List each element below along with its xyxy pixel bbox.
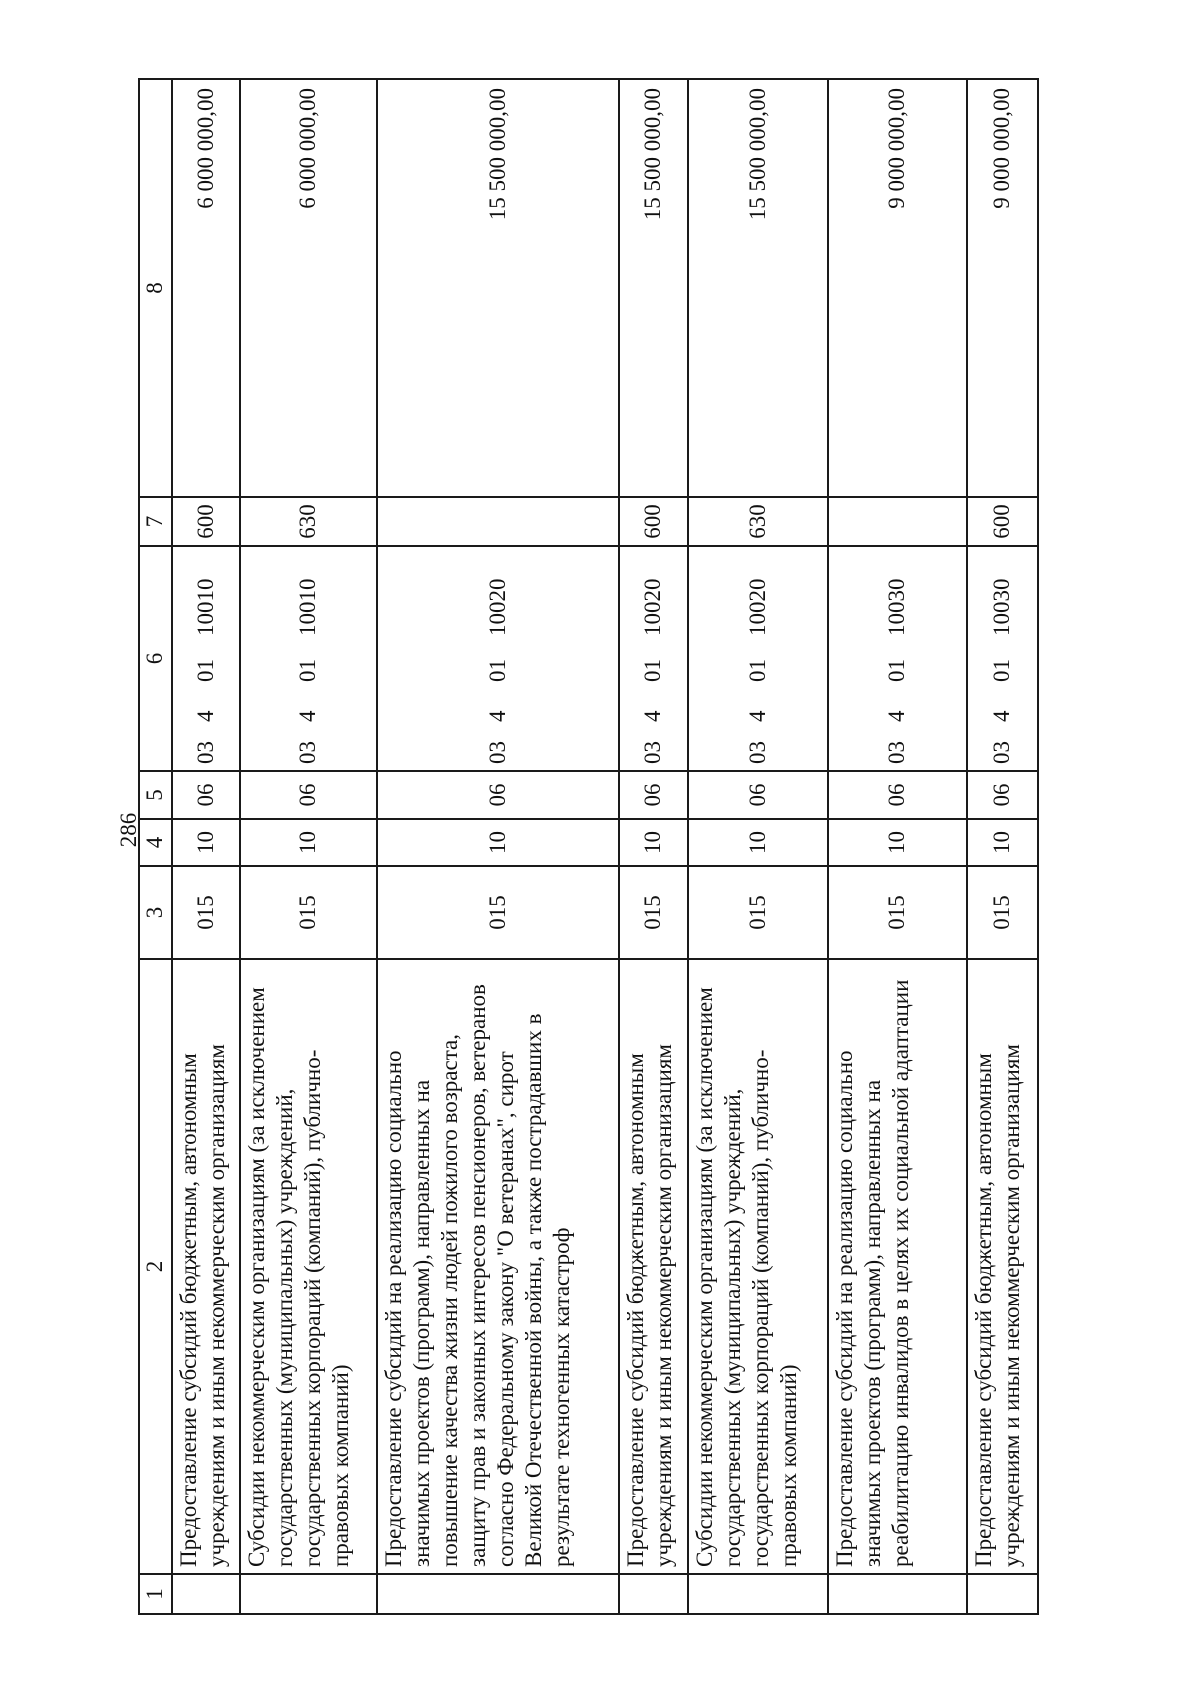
row-c5: 06 xyxy=(967,771,1038,819)
row-c5: 06 xyxy=(172,771,240,819)
row-c6-part-1: 03 xyxy=(484,741,510,764)
row-c7: 600 xyxy=(619,497,688,546)
row-num-cell xyxy=(619,1574,688,1614)
header-row xyxy=(139,79,172,1614)
row-c6-part-3: 01 xyxy=(744,659,770,682)
row-c6 xyxy=(688,546,828,771)
row-c4: 10 xyxy=(828,819,967,866)
row-c5: 06 xyxy=(688,771,828,819)
row-c4: 10 xyxy=(240,819,377,866)
row-c3: 015 xyxy=(828,866,967,959)
row-amount: 15 500 000,00 xyxy=(377,79,619,497)
header-col-5: 5 xyxy=(139,771,172,819)
row-amount: 15 500 000,00 xyxy=(619,79,688,497)
row-c6 xyxy=(828,546,967,771)
table-row xyxy=(377,79,619,1614)
row-c3: 015 xyxy=(377,866,619,959)
row-c7: 600 xyxy=(172,497,240,546)
row-c3: 015 xyxy=(967,866,1038,959)
header-col-1: 1 xyxy=(139,1574,172,1614)
row-c6-part-2: 4 xyxy=(484,710,510,722)
row-amount: 9 000 000,00 xyxy=(967,79,1038,497)
row-c4: 10 xyxy=(377,819,619,866)
row-name: Субсидии некоммерческим организациям (за исключением государственных (муниципальных) учреждений, государственных корпораций (компаний), публично-правовых компаний) xyxy=(240,959,377,1574)
table-row xyxy=(828,79,967,1614)
row-c6-part-1: 03 xyxy=(640,741,666,764)
row-c3: 015 xyxy=(240,866,377,959)
row-c6-part-2: 4 xyxy=(192,710,218,722)
row-c6 xyxy=(240,546,377,771)
row-name: Субсидии некоммерческим организациям (за исключением государственных (муниципальных) учреждений, государственных корпораций (компаний), публично-правовых компаний) xyxy=(688,959,828,1574)
row-amount: 9 000 000,00 xyxy=(828,79,967,497)
table-row xyxy=(688,79,828,1614)
row-c5: 06 xyxy=(828,771,967,819)
row-c7 xyxy=(377,497,619,546)
row-amount: 6 000 000,00 xyxy=(172,79,240,497)
row-num-cell xyxy=(377,1574,619,1614)
row-c6-part-3: 01 xyxy=(295,659,321,682)
page-number: 286 xyxy=(116,812,141,848)
row-c4: 10 xyxy=(967,819,1038,866)
header-col-8: 8 xyxy=(139,79,172,497)
row-c4: 10 xyxy=(688,819,828,866)
row-c6-part-1: 03 xyxy=(884,741,910,764)
row-c6 xyxy=(172,546,240,771)
row-c7 xyxy=(828,497,967,546)
row-c6-part-4: 10020 xyxy=(640,578,666,636)
row-c6-part-1: 03 xyxy=(744,741,770,764)
row-num-cell xyxy=(828,1574,967,1614)
row-name: Предоставление субсидий бюджетным, автономным учреждениям и иным некоммерческим организациям xyxy=(967,959,1038,1574)
row-amount: 15 500 000,00 xyxy=(688,79,828,497)
row-c4: 10 xyxy=(619,819,688,866)
header-col-7: 7 xyxy=(139,497,172,546)
row-num-cell xyxy=(172,1574,240,1614)
row-amount: 6 000 000,00 xyxy=(240,79,377,497)
row-c6-part-3: 01 xyxy=(484,659,510,682)
table-row xyxy=(619,79,688,1614)
row-c6-part-2: 4 xyxy=(989,710,1015,722)
table-row xyxy=(240,79,377,1614)
row-num-cell xyxy=(967,1574,1038,1614)
table-row xyxy=(967,79,1038,1614)
row-name: Предоставление субсидий на реализацию социально значимых проектов (программ), направленных на повышение качества жизни людей пожилого возраста, защиту прав и законных интересов пенсионеров, ветеранов согласно Федеральному закону "О ветеранах", сирот Великой Отечественной войны, а также пострадавших в результате техногенных катастроф xyxy=(377,959,619,1574)
row-c6-part-2: 4 xyxy=(884,710,910,722)
row-c6-part-1: 03 xyxy=(295,741,321,764)
row-c7: 600 xyxy=(967,497,1038,546)
row-name: Предоставление субсидий на реализацию социально значимых проектов (программ), направленных на реабилитацию инвалидов в целях их социальной адаптации xyxy=(828,959,967,1574)
row-c6 xyxy=(377,546,619,771)
row-c6-part-3: 01 xyxy=(884,659,910,682)
row-c6-part-2: 4 xyxy=(640,710,666,722)
row-c6 xyxy=(619,546,688,771)
row-c6-part-1: 03 xyxy=(989,741,1015,764)
table-row xyxy=(172,79,240,1614)
row-num-cell xyxy=(240,1574,377,1614)
row-c6-part-3: 01 xyxy=(989,659,1015,682)
row-c6-part-4: 10010 xyxy=(295,578,321,636)
row-c6-part-4: 10010 xyxy=(192,578,218,636)
row-c5: 06 xyxy=(377,771,619,819)
row-c6-part-4: 10030 xyxy=(989,578,1015,636)
row-c3: 015 xyxy=(619,866,688,959)
row-c6-part-3: 01 xyxy=(640,659,666,682)
row-c7: 630 xyxy=(240,497,377,546)
row-c6-part-2: 4 xyxy=(744,710,770,722)
row-c5: 06 xyxy=(619,771,688,819)
row-c5: 06 xyxy=(240,771,377,819)
row-c6-part-4: 10020 xyxy=(484,578,510,636)
row-c6-part-2: 4 xyxy=(295,710,321,722)
header-col-3: 3 xyxy=(139,866,172,959)
row-c6-part-4: 10030 xyxy=(884,578,910,636)
row-c6-part-4: 10020 xyxy=(744,578,770,636)
row-c3: 015 xyxy=(688,866,828,959)
row-name: Предоставление субсидий бюджетным, автономным учреждениям и иным некоммерческим организациям xyxy=(172,959,240,1574)
row-c6-part-1: 03 xyxy=(192,741,218,764)
header-col-4: 4 xyxy=(139,819,172,866)
budget-table xyxy=(138,78,1039,1615)
row-c3: 015 xyxy=(172,866,240,959)
header-col-2: 2 xyxy=(139,959,172,1574)
rotated-table-container xyxy=(138,80,1039,1615)
row-c7: 630 xyxy=(688,497,828,546)
row-c6 xyxy=(967,546,1038,771)
row-c6-part-3: 01 xyxy=(192,659,218,682)
row-c4: 10 xyxy=(172,819,240,866)
row-name: Предоставление субсидий бюджетным, автономным учреждениям и иным некоммерческим организациям xyxy=(619,959,688,1574)
header-col-6: 6 xyxy=(139,546,172,771)
row-num-cell xyxy=(688,1574,828,1614)
